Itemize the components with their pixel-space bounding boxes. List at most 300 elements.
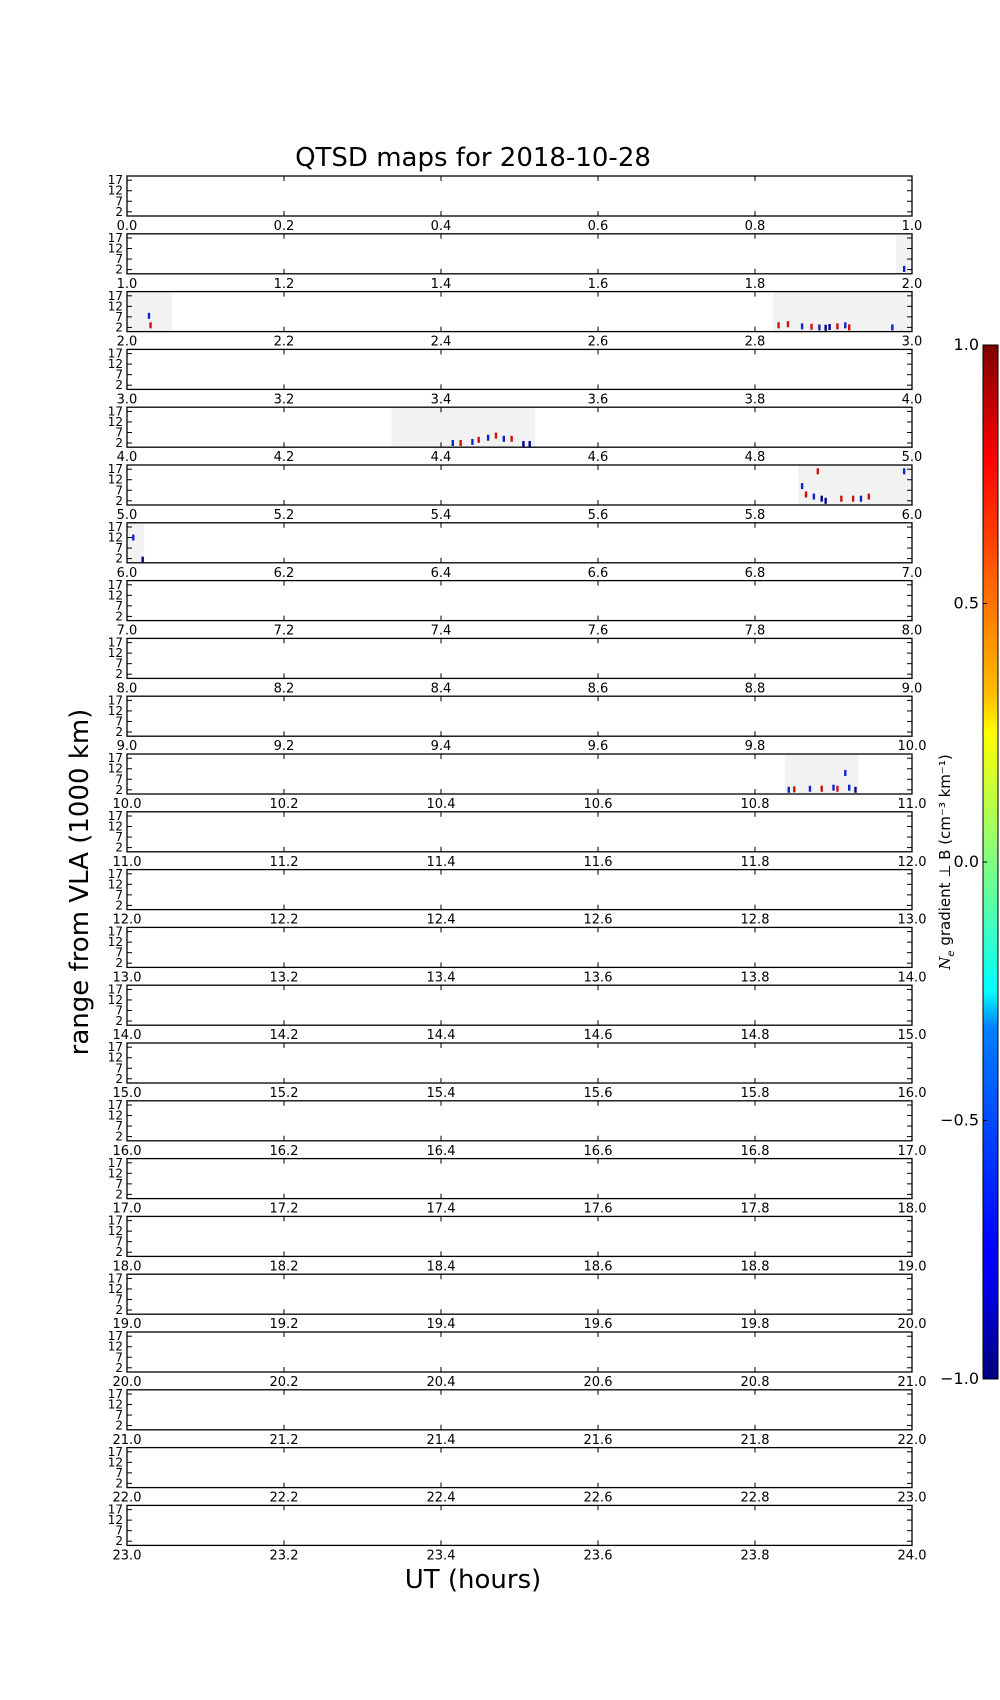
y-tick-label: 2	[115, 1129, 123, 1144]
x-tick-label: 9.8	[744, 739, 766, 755]
data-mark	[813, 494, 815, 500]
x-tick-label: 17.8	[740, 1201, 770, 1217]
x-tick-label: 24.0	[897, 1548, 927, 1564]
y-tick-label: 2	[115, 1302, 123, 1317]
chart-title: QTSD maps for 2018-10-28	[295, 143, 651, 173]
x-tick-label: 11.8	[740, 854, 770, 870]
x-tick-label: 22.2	[269, 1490, 299, 1506]
x-tick-label: 20.4	[426, 1375, 456, 1390]
x-tick-label: 20.6	[583, 1375, 613, 1390]
x-tick-label: 8.2	[273, 681, 295, 697]
y-tick-label: 17	[107, 520, 123, 535]
x-tick-label: 2.2	[273, 334, 295, 350]
x-tick-label: 19.2	[269, 1317, 299, 1333]
x-tick-label: 12.0	[897, 854, 927, 870]
data-mark	[854, 787, 856, 793]
x-tick-label: 1.4	[430, 276, 452, 292]
x-tick-label: 6.6	[587, 565, 609, 581]
x-tick-label: 8.0	[901, 623, 923, 639]
panel-11	[108, 809, 927, 870]
y-tick-label: 2	[115, 551, 123, 566]
x-tick-label: 19.6	[583, 1317, 613, 1333]
y-tick-label: 12	[107, 588, 123, 603]
y-tick-label: 7	[115, 309, 123, 324]
y-tick-label: 2	[115, 1245, 123, 1260]
y-tick-label: 12	[107, 530, 123, 545]
x-tick-label: 9.2	[273, 739, 295, 755]
x-tick-label: 22.0	[897, 1432, 927, 1448]
x-tick-label: 3.2	[273, 392, 295, 408]
data-mark	[821, 786, 823, 792]
y-tick-label: 2	[115, 262, 123, 277]
x-tick-label: 6.2	[273, 565, 295, 581]
x-tick-label: 11.6	[583, 854, 613, 870]
y-tick-label: 17	[107, 866, 123, 881]
data-mark	[487, 435, 489, 441]
panel-3	[108, 347, 923, 408]
x-tick-label: 9.0	[901, 681, 923, 697]
y-tick-label: 17	[107, 231, 123, 246]
x-tick-label: 4.8	[744, 450, 766, 466]
panel-18	[108, 1214, 927, 1275]
y-tick-label: 7	[115, 772, 123, 787]
panel-frame	[127, 1043, 912, 1083]
x-tick-label: 7.6	[587, 623, 609, 639]
colorbar-tick-label: −0.5	[940, 1110, 979, 1130]
data-mark	[836, 323, 838, 329]
y-tick-label: 12	[107, 1166, 123, 1181]
y-tick-label: 17	[107, 1444, 123, 1459]
x-tick-label: 21.8	[740, 1432, 770, 1448]
colorbar-label-subscript: e	[946, 950, 957, 957]
x-tick-label: 21.2	[269, 1432, 299, 1448]
y-tick-label: 7	[115, 1465, 123, 1480]
y-tick-label: 7	[115, 1523, 123, 1538]
y-tick-label: 17	[107, 1502, 123, 1517]
data-mark	[510, 436, 512, 442]
y-tick-label: 17	[107, 1155, 123, 1170]
x-tick-label: 1.2	[273, 276, 295, 292]
x-tick-label: 7.0	[116, 623, 138, 639]
x-tick-label: 4.2	[273, 450, 295, 466]
x-tick-label: 9.6	[587, 739, 609, 755]
x-tick-label: 12.6	[583, 912, 613, 928]
y-tick-label: 2	[115, 1418, 123, 1433]
x-tick-label: 0.6	[587, 219, 609, 234]
x-tick-label: 10.0	[112, 797, 142, 812]
x-tick-label: 3.0	[116, 392, 138, 408]
panel-19	[108, 1271, 927, 1332]
x-tick-label: 20.0	[897, 1317, 927, 1333]
y-tick-label: 12	[107, 472, 123, 487]
x-tick-label: 11.4	[426, 854, 456, 870]
y-tick-label: 7	[115, 194, 123, 209]
x-tick-label: 17.2	[269, 1201, 299, 1217]
x-tick-label: 21.0	[112, 1432, 142, 1448]
x-tick-label: 14.0	[897, 970, 927, 986]
x-tick-label: 23.8	[740, 1548, 770, 1564]
x-tick-label: 15.0	[897, 1028, 927, 1044]
x-tick-label: 13.8	[740, 970, 770, 986]
x-tick-label: 22.6	[583, 1490, 613, 1506]
y-tick-label: 17	[107, 173, 123, 188]
data-mark	[828, 324, 830, 330]
data-mark	[860, 496, 862, 502]
x-tick-label: 13.6	[583, 970, 613, 986]
panel-frame	[127, 1159, 912, 1199]
y-tick-label: 12	[107, 1224, 123, 1239]
x-tick-label: 12.4	[426, 912, 456, 928]
y-tick-label: 2	[115, 1187, 123, 1202]
x-tick-label: 22.8	[740, 1490, 770, 1506]
x-tick-label: 12.0	[112, 912, 142, 928]
panel-frame	[127, 523, 912, 563]
x-tick-label: 7.2	[273, 623, 295, 639]
panel-frame	[127, 812, 912, 852]
x-tick-label: 11.0	[897, 797, 927, 812]
y-tick-label: 7	[115, 1292, 123, 1307]
data-mark	[848, 324, 850, 330]
data-mark	[801, 323, 803, 329]
x-tick-label: 14.8	[740, 1028, 770, 1044]
x-tick-label: 12.8	[740, 912, 770, 928]
y-tick-label: 2	[115, 1534, 123, 1549]
x-tick-label: 20.2	[269, 1375, 299, 1390]
x-tick-label: 11.0	[112, 854, 142, 870]
x-tick-label: 19.8	[740, 1317, 770, 1333]
x-tick-label: 3.6	[587, 392, 609, 408]
panel-17	[108, 1156, 927, 1217]
panel-frame	[127, 1448, 912, 1488]
y-tick-label: 7	[115, 656, 123, 671]
data-mark	[903, 266, 905, 272]
x-tick-label: 19.0	[112, 1317, 142, 1333]
data-mark	[817, 468, 819, 474]
x-tick-label: 9.4	[430, 739, 452, 755]
panel-4	[108, 404, 923, 465]
y-tick-label: 7	[115, 830, 123, 845]
y-tick-label: 2	[115, 493, 123, 508]
x-tick-label: 23.6	[583, 1548, 613, 1564]
x-tick-label: 7.8	[744, 623, 766, 639]
x-tick-label: 13.2	[269, 970, 299, 986]
data-mark	[132, 535, 134, 541]
y-tick-label: 17	[107, 924, 123, 939]
y-tick-label: 12	[107, 299, 123, 314]
x-tick-label: 1.8	[744, 276, 766, 292]
x-tick-label: 17.0	[112, 1201, 142, 1217]
x-tick-label: 23.2	[269, 1548, 299, 1564]
panel-frame	[127, 1101, 912, 1141]
x-tick-label: 1.6	[587, 276, 609, 292]
x-tick-label: 12.2	[269, 912, 299, 928]
x-tick-label: 2.0	[901, 276, 923, 292]
panel-20	[108, 1329, 927, 1390]
x-tick-label: 14.4	[426, 1028, 456, 1044]
data-mark	[852, 496, 854, 502]
x-tick-label: 15.0	[112, 1086, 142, 1101]
data-mark	[452, 440, 454, 446]
x-tick-label: 23.0	[112, 1548, 142, 1564]
data-mark	[891, 324, 893, 330]
coverage-region	[798, 465, 912, 505]
y-tick-label: 12	[107, 1513, 123, 1528]
x-tick-label: 15.8	[740, 1086, 770, 1101]
x-tick-label: 2.0	[116, 334, 138, 350]
x-tick-label: 1.0	[901, 219, 923, 234]
panel-frame	[127, 696, 912, 736]
panel-frame	[127, 581, 912, 621]
y-tick-label: 17	[107, 577, 123, 592]
x-tick-label: 10.6	[583, 797, 613, 812]
x-tick-label: 5.2	[273, 508, 295, 523]
x-tick-label: 23.4	[426, 1548, 456, 1564]
y-tick-label: 7	[115, 483, 123, 498]
x-tick-label: 22.4	[426, 1490, 456, 1506]
data-mark	[821, 496, 823, 502]
y-tick-label: 12	[107, 183, 123, 198]
y-tick-label: 2	[115, 1360, 123, 1375]
y-tick-label: 2	[115, 956, 123, 971]
data-mark	[788, 787, 790, 793]
x-tick-label: 14.2	[269, 1028, 299, 1044]
y-tick-label: 17	[107, 462, 123, 477]
y-tick-label: 12	[107, 1108, 123, 1123]
y-tick-label: 12	[107, 1397, 123, 1412]
x-tick-label: 15.2	[269, 1086, 299, 1101]
panel-16	[108, 1098, 927, 1159]
panel-7	[108, 578, 923, 639]
x-tick-label: 5.0	[116, 508, 138, 523]
y-tick-label: 2	[115, 782, 123, 797]
x-tick-label: 8.8	[744, 681, 766, 697]
panel-1	[108, 231, 923, 292]
y-tick-label: 12	[107, 241, 123, 256]
panel-10	[108, 751, 927, 812]
x-tick-label: 3.8	[744, 392, 766, 408]
x-tick-label: 3.0	[901, 334, 923, 350]
x-tick-label: 13.0	[897, 912, 927, 928]
y-tick-label: 12	[107, 1050, 123, 1065]
panel-15	[108, 1040, 927, 1101]
y-tick-label: 2	[115, 1476, 123, 1491]
y-tick-label: 2	[115, 1013, 123, 1028]
y-tick-label: 2	[115, 435, 123, 450]
y-tick-label: 7	[115, 887, 123, 902]
x-tick-label: 19.4	[426, 1317, 456, 1333]
x-tick-label: 10.8	[740, 797, 770, 812]
panel-frame	[127, 927, 912, 967]
x-tick-label: 7.4	[430, 623, 452, 639]
y-tick-label: 2	[115, 667, 123, 682]
data-mark	[832, 785, 834, 791]
data-mark	[142, 557, 144, 563]
panel-frame	[127, 638, 912, 678]
x-tick-label: 3.4	[430, 392, 452, 408]
colorbar-label	[936, 754, 957, 970]
y-tick-label: 7	[115, 945, 123, 960]
data-mark	[793, 786, 795, 792]
x-tick-label: 7.0	[901, 565, 923, 581]
y-tick-label: 7	[115, 541, 123, 556]
x-tick-label: 18.2	[269, 1259, 299, 1275]
colorbar-label-text: gradient ⊥ B (cm⁻³ km⁻¹)	[936, 754, 954, 951]
colorbar-tick-label: 0.5	[953, 593, 979, 613]
colorbar-label-symbol: N	[936, 956, 954, 970]
colorbar	[936, 335, 998, 1388]
data-mark	[848, 785, 850, 791]
panel-frame	[127, 1505, 912, 1545]
x-tick-label: 18.8	[740, 1259, 770, 1275]
x-tick-label: 15.4	[426, 1086, 456, 1101]
data-mark	[818, 324, 820, 330]
y-tick-label: 7	[115, 1119, 123, 1134]
y-tick-label: 17	[107, 1271, 123, 1286]
y-tick-label: 12	[107, 357, 123, 372]
data-mark	[805, 491, 807, 497]
panel-frame	[127, 349, 912, 389]
x-tick-label: 21.0	[897, 1375, 927, 1390]
y-tick-label: 7	[115, 367, 123, 382]
data-mark	[503, 436, 505, 442]
y-tick-label: 7	[115, 425, 123, 440]
y-tick-label: 7	[115, 598, 123, 613]
x-tick-label: 10.2	[269, 797, 299, 812]
x-tick-label: 6.8	[744, 565, 766, 581]
x-tick-label: 5.0	[901, 450, 923, 466]
data-mark	[149, 322, 151, 328]
y-tick-label: 7	[115, 252, 123, 267]
x-tick-label: 16.0	[112, 1143, 142, 1159]
panel-22	[108, 1445, 927, 1506]
x-tick-label: 21.4	[426, 1432, 456, 1448]
colorbar-tick-label: 0.0	[953, 852, 979, 871]
data-mark	[495, 433, 497, 439]
panel-0	[108, 173, 923, 234]
x-tick-label: 0.4	[430, 219, 452, 234]
data-mark	[810, 324, 812, 330]
panel-frame	[127, 1216, 912, 1256]
y-tick-label: 12	[107, 1339, 123, 1354]
y-tick-label: 12	[107, 761, 123, 776]
data-mark	[809, 786, 811, 792]
y-tick-label: 12	[107, 877, 123, 892]
x-tick-label: 23.0	[897, 1490, 927, 1506]
x-tick-label: 6.0	[116, 565, 138, 581]
x-tick-label: 15.6	[583, 1086, 613, 1101]
data-mark	[824, 325, 826, 331]
y-tick-label: 7	[115, 1176, 123, 1191]
x-tick-label: 0.2	[273, 219, 295, 234]
x-tick-label: 14.6	[583, 1028, 613, 1044]
panel-21	[108, 1387, 927, 1448]
y-tick-label: 17	[107, 751, 123, 766]
panel-frame	[127, 1390, 912, 1430]
y-tick-label: 2	[115, 724, 123, 739]
data-mark	[801, 483, 803, 489]
x-tick-label: 2.8	[744, 334, 766, 350]
x-tick-label: 5.6	[587, 508, 609, 523]
panel-9	[108, 693, 927, 754]
x-tick-label: 10.4	[426, 797, 456, 812]
y-axis-label: range from VLA (1000 km)	[65, 708, 95, 1056]
x-tick-label: 4.6	[587, 450, 609, 466]
data-mark	[529, 441, 531, 447]
x-tick-label: 0.8	[744, 219, 766, 234]
y-tick-label: 17	[107, 1213, 123, 1228]
data-mark	[836, 786, 838, 792]
data-mark	[471, 439, 473, 445]
x-tick-label: 18.4	[426, 1259, 456, 1275]
x-tick-label: 2.4	[430, 334, 452, 350]
x-tick-label: 22.0	[112, 1490, 142, 1506]
x-tick-label: 17.0	[897, 1143, 927, 1159]
y-tick-label: 2	[115, 609, 123, 624]
data-mark	[903, 468, 905, 474]
data-mark	[824, 498, 826, 504]
x-tick-label: 5.4	[430, 508, 452, 523]
x-tick-label: 18.6	[583, 1259, 613, 1275]
panel-23	[108, 1503, 927, 1564]
x-tick-label: 20.8	[740, 1375, 770, 1390]
panel-6	[108, 520, 923, 581]
x-tick-label: 13.0	[112, 970, 142, 986]
x-tick-label: 17.4	[426, 1201, 456, 1217]
x-tick-label: 6.0	[901, 508, 923, 523]
y-tick-label: 17	[107, 346, 123, 361]
y-tick-label: 17	[107, 693, 123, 708]
x-tick-label: 4.4	[430, 450, 452, 466]
x-tick-label: 18.0	[112, 1259, 142, 1275]
y-tick-label: 12	[107, 414, 123, 429]
y-tick-label: 2	[115, 378, 123, 393]
y-tick-label: 12	[107, 1281, 123, 1296]
panel-2	[108, 289, 923, 350]
panel-frame	[127, 1332, 912, 1372]
x-tick-label: 9.0	[116, 739, 138, 755]
data-mark	[477, 437, 479, 443]
x-tick-label: 11.2	[269, 854, 299, 870]
data-mark	[868, 494, 870, 500]
x-tick-label: 4.0	[116, 450, 138, 466]
data-mark	[777, 322, 779, 328]
x-tick-label: 4.0	[901, 392, 923, 408]
panel-5	[108, 462, 923, 523]
x-tick-label: 8.4	[430, 681, 452, 697]
coverage-region	[773, 292, 912, 332]
x-tick-label: 16.8	[740, 1143, 770, 1159]
x-tick-label: 1.0	[116, 276, 138, 292]
data-mark	[459, 440, 461, 446]
data-mark	[844, 322, 846, 328]
colorbar-tick-label: 1.0	[953, 335, 979, 354]
y-tick-label: 17	[107, 982, 123, 997]
y-tick-label: 7	[115, 1003, 123, 1018]
y-tick-label: 2	[115, 1071, 123, 1086]
x-tick-label: 18.0	[897, 1201, 927, 1217]
panel-13	[108, 925, 927, 986]
panel-14	[108, 982, 927, 1043]
x-axis-label: UT (hours)	[404, 1565, 542, 1595]
colorbar-tick-label: −1.0	[940, 1369, 979, 1388]
x-tick-label: 16.6	[583, 1143, 613, 1159]
x-tick-label: 16.0	[897, 1086, 927, 1101]
x-tick-label: 17.6	[583, 1201, 613, 1217]
y-tick-label: 2	[115, 840, 123, 855]
x-tick-label: 10.0	[897, 739, 927, 755]
y-tick-label: 2	[115, 204, 123, 219]
y-tick-label: 17	[107, 1040, 123, 1055]
